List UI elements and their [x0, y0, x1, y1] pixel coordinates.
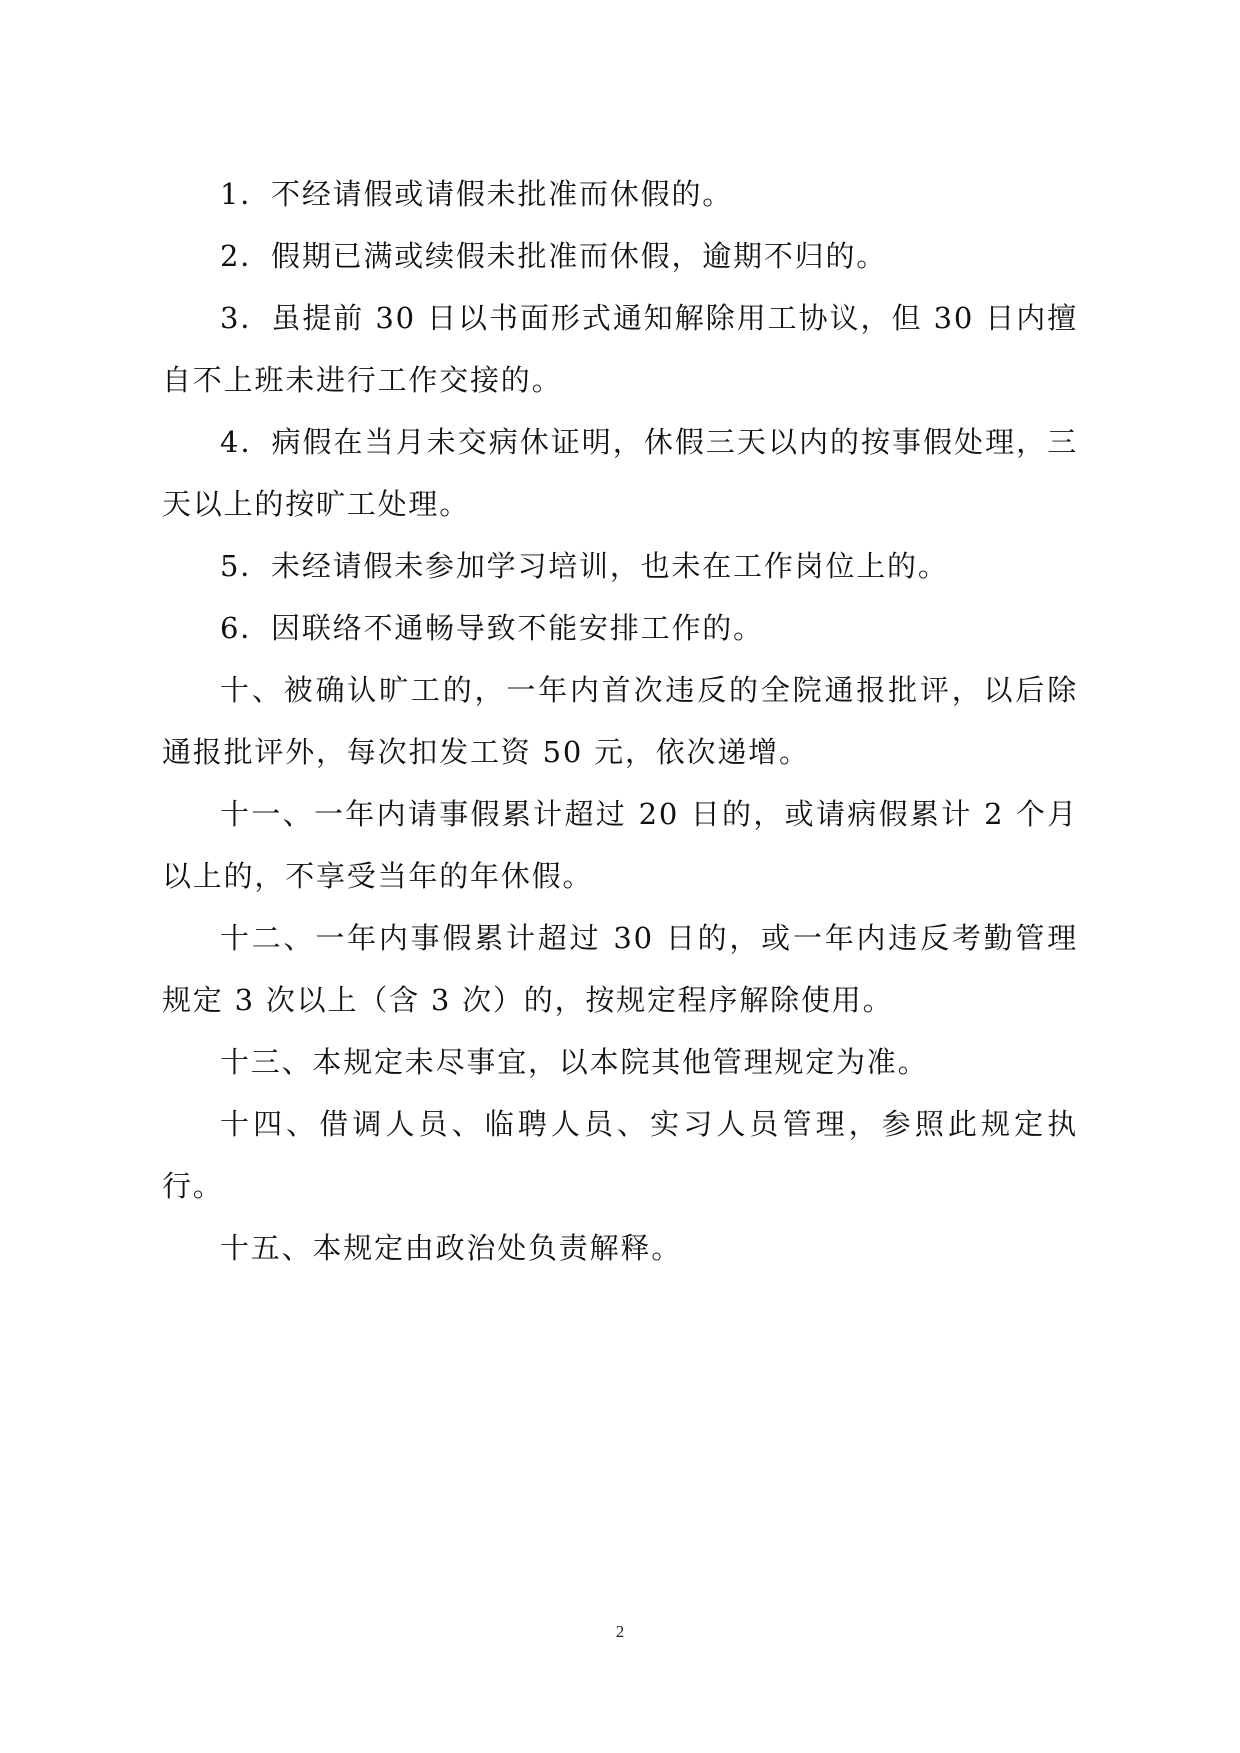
article-14: 十四、借调人员、临聘人员、实习人员管理，参照此规定执行。: [162, 1107, 1078, 1203]
document-body: [162, 163, 1078, 1279]
list-item-5: 5．未经请假未参加学习培训，也未在工作岗位上的。: [220, 549, 949, 583]
page-number: 2: [615, 1622, 625, 1641]
list-item-3: 3．虽提前 30 日以书面形式通知解除用工协议，但 30 日内擅自不上班未进行工作交接的。: [162, 301, 1078, 397]
list-item-1: 1．不经请假或请假未批准而休假的。: [220, 177, 734, 211]
article-15: 十五、本规定由政治处负责解释。: [220, 1231, 683, 1265]
article-13: 十三、本规定未尽事宜，以本院其他管理规定为准。: [220, 1045, 929, 1079]
list-item-2: 2．假期已满或续假未批准而休假，逾期不归的。: [220, 239, 888, 273]
article-11: 十一、一年内请事假累计超过 20 日的，或请病假累计 2 个月以上的，不享受当年的年休假。: [162, 797, 1078, 893]
article-10: 十、被确认旷工的，一年内首次违反的全院通报批评，以后除通报批评外，每次扣发工资 50 元，依次递增。: [162, 673, 1078, 769]
list-item-4: 4．病假在当月未交病休证明，休假三天以内的按事假处理，三天以上的按旷工处理。: [162, 425, 1078, 521]
list-item-6: 6．因联络不通畅导致不能安排工作的。: [220, 611, 764, 645]
article-12: 十二、一年内事假累计超过 30 日的，或一年内违反考勤管理规定 3 次以上（含 3 次）的，按规定程序解除使用。: [162, 921, 1078, 1017]
